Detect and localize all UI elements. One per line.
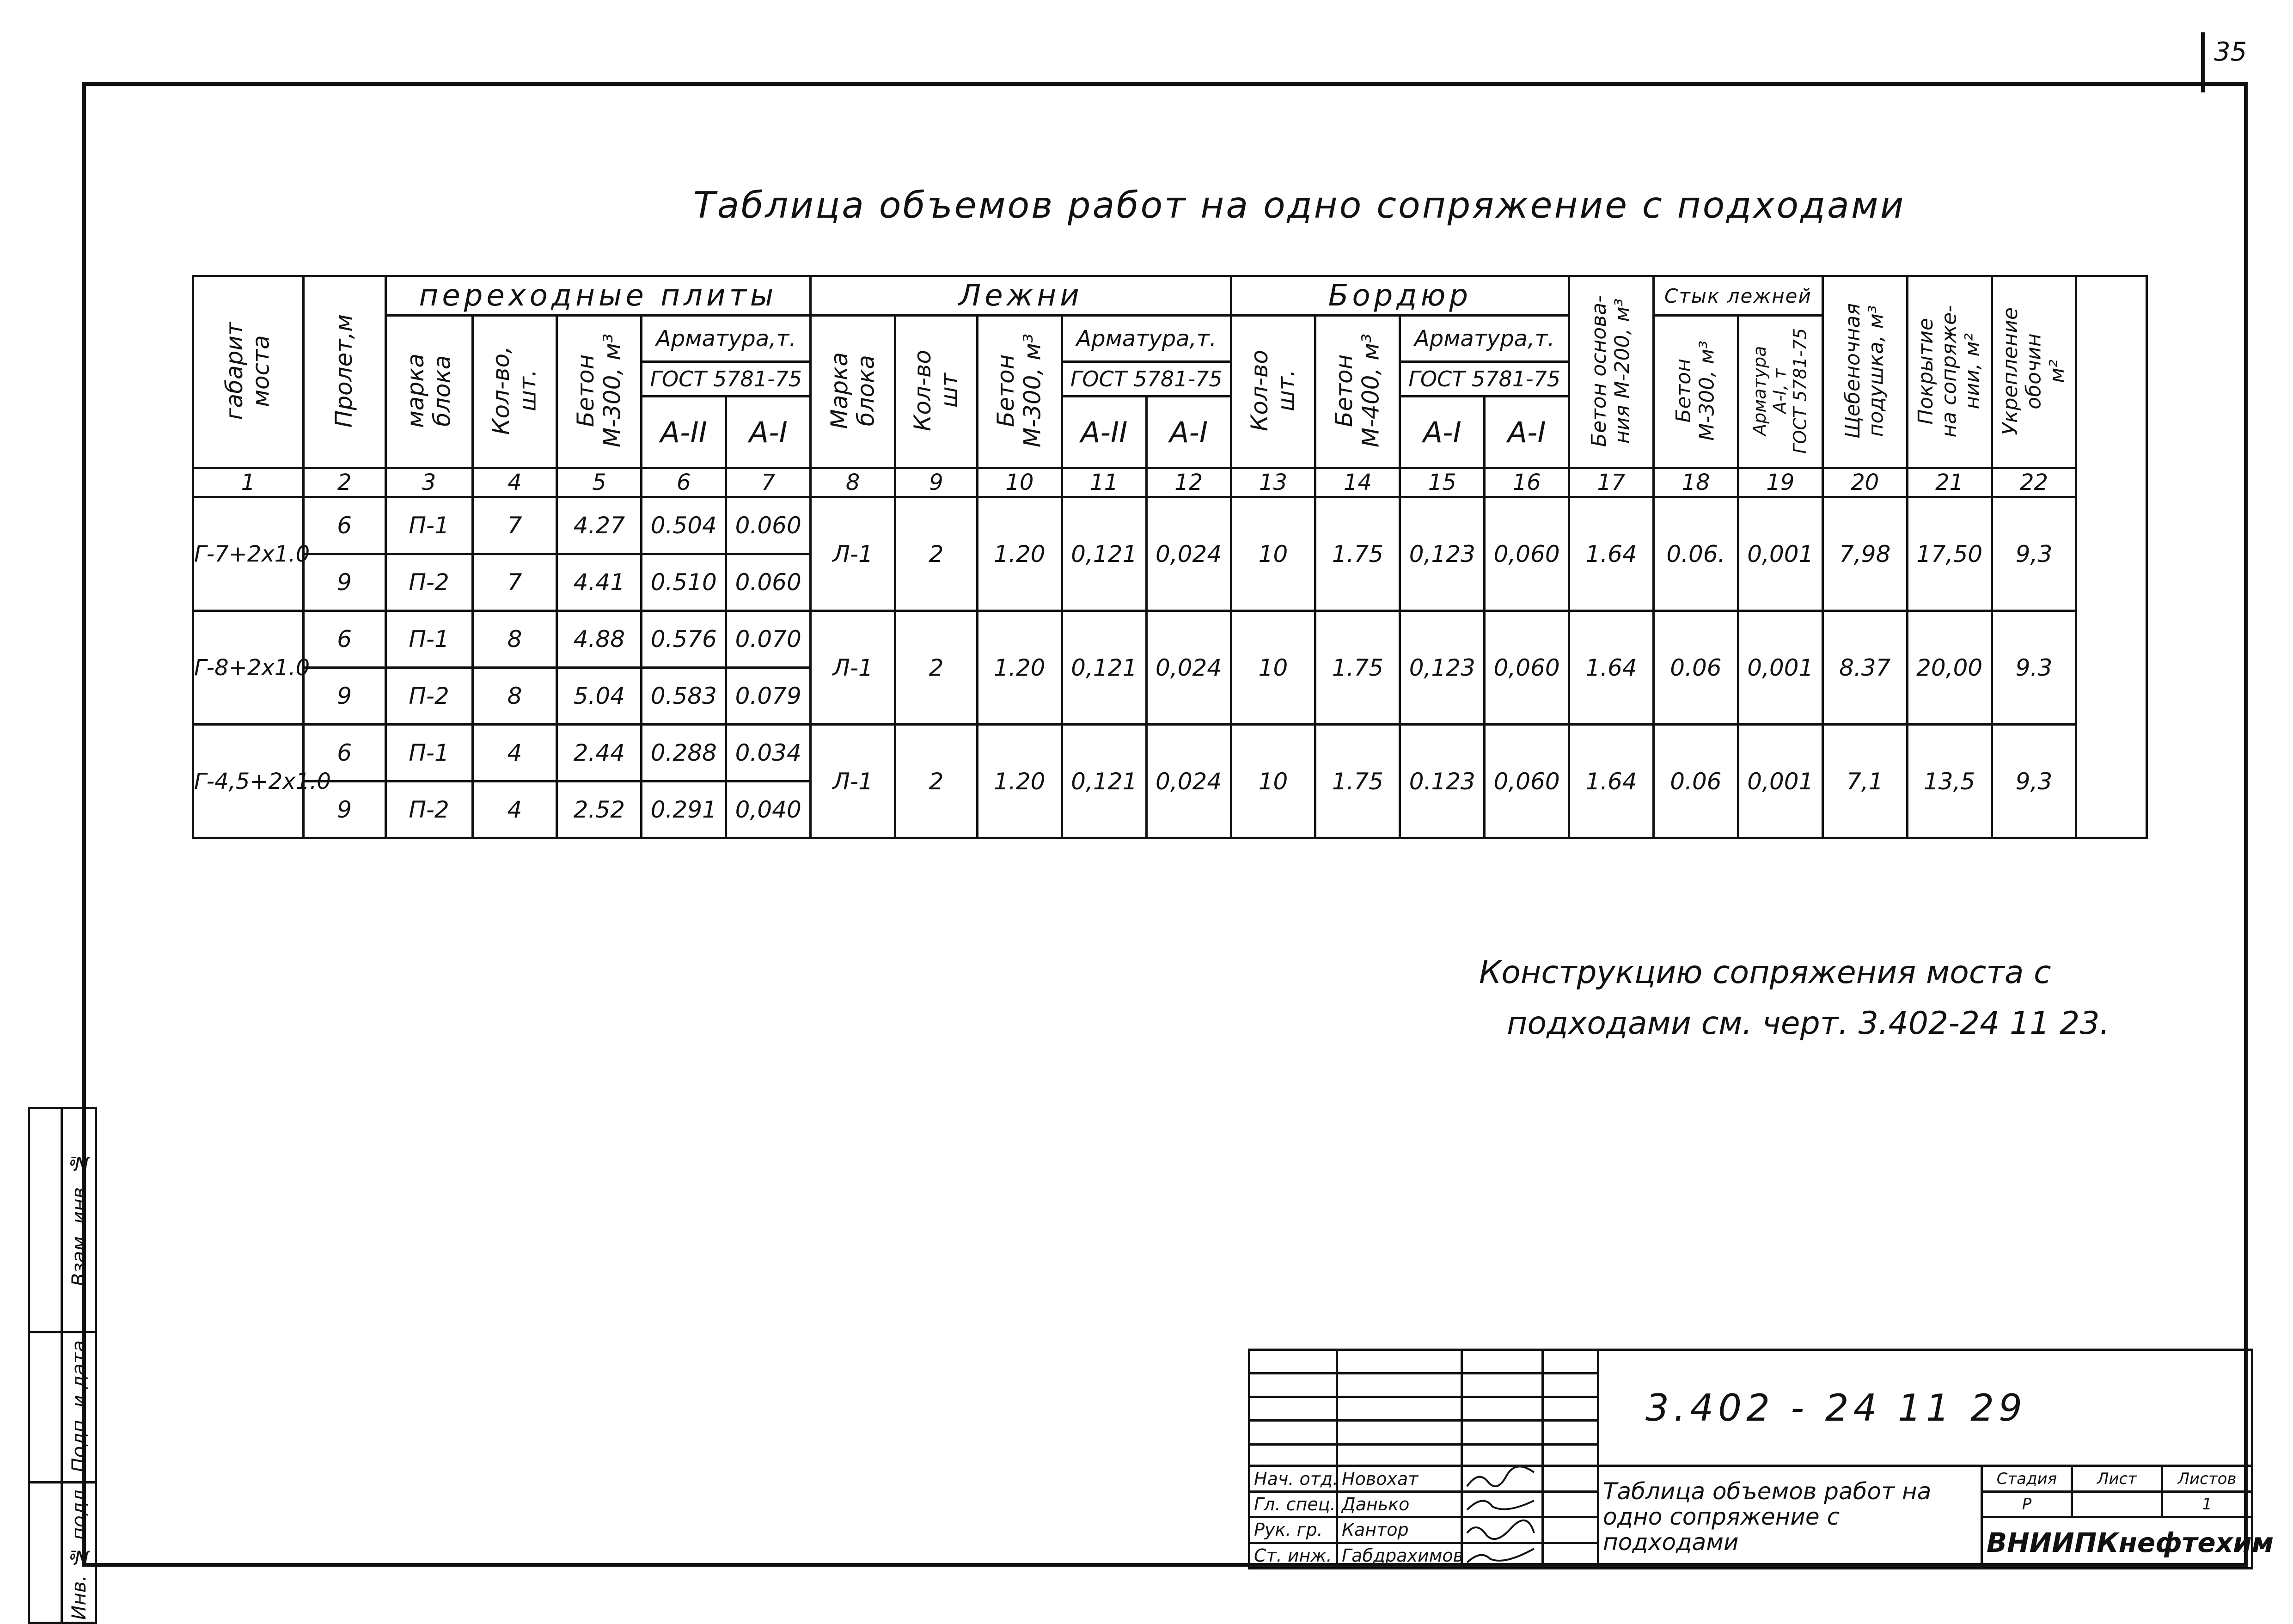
bed-concrete-cell: 1.20 — [977, 725, 1062, 838]
column-number: 4 — [472, 468, 557, 497]
role-name: Габдрахимов — [1337, 1543, 1462, 1568]
column-number: 22 — [1992, 468, 2076, 497]
bed-mark-cell: Л-1 — [811, 725, 895, 838]
col-head-gravel: Щебеночная подушка, м³ — [1822, 276, 1907, 468]
bed-a2-cell: 0,121 — [1062, 611, 1146, 725]
gravel-cell: 8.37 — [1822, 611, 1907, 725]
gabarit-cell: Г-4,5+2х1.0 — [193, 725, 304, 838]
sheet-label: Лист — [2072, 1466, 2162, 1491]
bed-qty-cell: 2 — [895, 725, 978, 838]
group-beds: Лежни — [811, 276, 1231, 316]
table-row — [193, 611, 2147, 668]
signature — [1462, 1466, 1543, 1491]
column-number: 18 — [1654, 468, 1738, 497]
note-line-2: подходами см. черт. 3.402-24 11 23. — [1507, 1005, 2110, 1042]
role-label: Нач. отд. — [1249, 1466, 1337, 1491]
group-joint: Стык лежней — [1654, 276, 1823, 316]
col-head-joint-arm: Арматура А-I, т ГОСТ 5781-75 — [1738, 316, 1822, 468]
bed-a2-cell: 0,121 — [1062, 725, 1146, 838]
document-title: Таблица объемов работ на одно сопряжение с подходами — [1598, 1466, 1982, 1569]
column-number: 8 — [811, 468, 895, 497]
column-number: 19 — [1738, 468, 1822, 497]
col-head-bed-concrete: Бетон М-300, м³ — [977, 316, 1062, 468]
group-plates: переходные плиты — [385, 276, 811, 316]
signature — [1462, 1517, 1543, 1543]
col-head-coating: Покрытие на сопряже- нии, м² — [1907, 276, 1992, 468]
title-block — [1248, 1349, 2274, 1569]
plate-mark-cell: П-1 — [385, 497, 472, 554]
column-number: 5 — [557, 468, 642, 497]
sheets-value: 1 — [2162, 1491, 2252, 1517]
document-code: 3.402 - 24 11 29 — [1598, 1350, 2252, 1466]
column-number: 7 — [726, 468, 811, 497]
span-cell: 9 — [303, 781, 385, 838]
curb-a2-cell: 0,123 — [1400, 497, 1485, 611]
construction-note — [1479, 947, 2110, 1049]
column-number: 16 — [1485, 468, 1569, 497]
col-head-plate-qty: Кол-во, шт. — [472, 316, 557, 468]
plate-qty-cell: 8 — [472, 611, 557, 668]
bed-concrete-cell: 1.20 — [977, 497, 1062, 611]
bed-a2-head: А-II — [1062, 397, 1146, 468]
curb-a1-head: А-I — [1485, 397, 1569, 468]
page-number: 35 — [2214, 37, 2247, 67]
column-number: 12 — [1146, 468, 1231, 497]
col-head-plate-mark: марка блока — [385, 316, 472, 468]
role-name: Новохат — [1337, 1466, 1462, 1491]
base-concrete-cell: 1.64 — [1569, 725, 1654, 838]
plate-gost: ГОСТ 5781-75 — [642, 362, 811, 397]
shoulder-cell: 9,3 — [1992, 497, 2076, 611]
curb-qty-cell: 10 — [1231, 611, 1315, 725]
role-label: Ст. инж. — [1249, 1543, 1337, 1568]
plate-a1-cell: 0.034 — [726, 725, 811, 781]
col-head-span: Пролет,м — [303, 276, 385, 468]
span-cell: 6 — [303, 725, 385, 781]
col-head-curb-qty: Кол-во шт. — [1231, 316, 1315, 468]
table-title: Таблица объемов работ на одно сопряжение с подходами — [693, 185, 1906, 226]
base-concrete-cell: 1.64 — [1569, 497, 1654, 611]
column-number: 10 — [977, 468, 1062, 497]
plate-concrete-cell: 4.88 — [557, 611, 642, 668]
column-number: 6 — [642, 468, 726, 497]
plate-concrete-cell: 4.27 — [557, 497, 642, 554]
plate-a2-cell: 0.510 — [642, 554, 726, 611]
column-number: 9 — [895, 468, 978, 497]
plate-concrete-cell: 5.04 — [557, 668, 642, 725]
bed-a1-head: А-I — [1146, 397, 1231, 468]
plate-concrete-cell: 2.44 — [557, 725, 642, 781]
plate-concrete-cell: 4.41 — [557, 554, 642, 611]
role-label: Гл. спец. — [1249, 1491, 1337, 1517]
role-name: Данько — [1337, 1491, 1462, 1517]
table-row — [193, 725, 2147, 781]
plate-a1-head: А-I — [726, 397, 811, 468]
plate-a2-cell: 0.291 — [642, 781, 726, 838]
signature — [1462, 1491, 1543, 1517]
stage-value: Р — [1982, 1491, 2072, 1517]
plate-a2-head: А-II — [642, 397, 726, 468]
plate-a2-cell: 0.583 — [642, 668, 726, 725]
column-number: 15 — [1400, 468, 1485, 497]
column-number-row — [193, 468, 2147, 497]
gabarit-cell: Г-8+2х1.0 — [193, 611, 304, 725]
curb-qty-cell: 10 — [1231, 497, 1315, 611]
column-number: 17 — [1569, 468, 1654, 497]
plate-a2-cell: 0.576 — [642, 611, 726, 668]
plate-a2-cell: 0.288 — [642, 725, 726, 781]
column-number: 21 — [1907, 468, 1992, 497]
plate-mark-cell: П-2 — [385, 554, 472, 611]
shoulder-cell: 9,3 — [1992, 725, 2076, 838]
joint-arm-cell: 0,001 — [1738, 611, 1822, 725]
gabarit-cell: Г-7+2х1.0 — [193, 497, 304, 611]
span-cell: 6 — [303, 611, 385, 668]
bed-a1-cell: 0,024 — [1146, 725, 1231, 838]
plate-arm-head: Арматура,т. — [642, 316, 811, 362]
column-number: 13 — [1231, 468, 1315, 497]
stamp-vzam-label: Взам. инв. № — [62, 1108, 96, 1332]
plate-a2-cell: 0.504 — [642, 497, 726, 554]
curb-gost: ГОСТ 5781-75 — [1400, 362, 1569, 397]
left-stamp — [28, 1107, 97, 1624]
plate-a1-cell: 0.060 — [726, 554, 811, 611]
bed-mark-cell: Л-1 — [811, 611, 895, 725]
plate-qty-cell: 7 — [472, 554, 557, 611]
col-head-joint-concrete: Бетон М-300, м³ — [1654, 316, 1738, 468]
col-head-plate-concrete: Бетон М-300, м³ — [557, 316, 642, 468]
joint-concrete-cell: 0.06 — [1654, 725, 1738, 838]
curb-a1-cell: 0,060 — [1485, 611, 1569, 725]
base-concrete-cell: 1.64 — [1569, 611, 1654, 725]
col-head-curb-concrete: Бетон М-400, м³ — [1315, 316, 1400, 468]
bed-arm-head: Арматура,т. — [1062, 316, 1231, 362]
col-head-base: Бетон основа- ния М-200, м³ — [1569, 276, 1654, 468]
plate-concrete-cell: 2.52 — [557, 781, 642, 838]
gravel-cell: 7,1 — [1822, 725, 1907, 838]
plate-qty-cell: 7 — [472, 497, 557, 554]
stage-label: Стадия — [1982, 1466, 2072, 1491]
shoulder-cell: 9.3 — [1992, 611, 2076, 725]
note-line-1: Конструкцию сопряжения моста с — [1479, 954, 2051, 991]
column-number: 11 — [1062, 468, 1146, 497]
plate-mark-cell: П-2 — [385, 668, 472, 725]
curb-concrete-cell: 1.75 — [1315, 497, 1400, 611]
plate-qty-cell: 4 — [472, 781, 557, 838]
gravel-cell: 7,98 — [1822, 497, 1907, 611]
joint-concrete-cell: 0.06. — [1654, 497, 1738, 611]
stamp-podp-label: Подп. и дата — [62, 1332, 96, 1483]
plate-qty-cell: 4 — [472, 725, 557, 781]
column-number: 20 — [1822, 468, 1907, 497]
bed-gost: ГОСТ 5781-75 — [1062, 362, 1231, 397]
col-head-bed-mark: Марка блока — [811, 316, 895, 468]
span-cell: 9 — [303, 668, 385, 725]
span-cell: 6 — [303, 497, 385, 554]
stamp-podp-cell — [29, 1332, 62, 1483]
work-volume-table — [192, 275, 2148, 839]
coating-cell: 13,5 — [1907, 725, 1992, 838]
col-head-bed-qty: Кол-во шт — [895, 316, 978, 468]
role-name: Кантор — [1337, 1517, 1462, 1543]
stamp-vzam-cell — [29, 1108, 62, 1332]
sheets-label: Листов — [2162, 1466, 2252, 1491]
curb-a1-cell: 0,060 — [1485, 497, 1569, 611]
plate-a1-cell: 0,040 — [726, 781, 811, 838]
column-number: 3 — [385, 468, 472, 497]
sheet-value — [2072, 1491, 2162, 1517]
group-curb: Бордюр — [1231, 276, 1569, 316]
plate-mark-cell: П-2 — [385, 781, 472, 838]
curb-concrete-cell: 1.75 — [1315, 611, 1400, 725]
bed-a2-cell: 0,121 — [1062, 497, 1146, 611]
joint-concrete-cell: 0.06 — [1654, 611, 1738, 725]
plate-mark-cell: П-1 — [385, 611, 472, 668]
joint-arm-cell: 0,001 — [1738, 725, 1822, 838]
plate-a1-cell: 0.079 — [726, 668, 811, 725]
curb-a1-cell: 0,060 — [1485, 725, 1569, 838]
bed-mark-cell: Л-1 — [811, 497, 895, 611]
plate-mark-cell: П-1 — [385, 725, 472, 781]
joint-arm-cell: 0,001 — [1738, 497, 1822, 611]
col-head-shoulder: Укрепление обочин м² — [1992, 276, 2076, 468]
coating-cell: 17,50 — [1907, 497, 1992, 611]
col-head-gabarit: габарит моста — [193, 276, 304, 468]
curb-a2-cell: 0,123 — [1400, 611, 1485, 725]
bed-a1-cell: 0,024 — [1146, 497, 1231, 611]
signature — [1462, 1543, 1543, 1568]
coating-cell: 20,00 — [1907, 611, 1992, 725]
curb-a2-head: А-I — [1400, 397, 1485, 468]
organization: ВНИИПКнефтехим — [1982, 1517, 2252, 1569]
curb-arm-head: Арматура,т. — [1400, 316, 1569, 362]
column-number: 14 — [1315, 468, 1400, 497]
stamp-inv-cell — [29, 1483, 62, 1623]
bed-concrete-cell: 1.20 — [977, 611, 1062, 725]
role-label: Рук. гр. — [1249, 1517, 1337, 1543]
span-cell: 9 — [303, 554, 385, 611]
column-number: 1 — [193, 468, 304, 497]
bed-a1-cell: 0,024 — [1146, 611, 1231, 725]
plate-a1-cell: 0.060 — [726, 497, 811, 554]
curb-a2-cell: 0.123 — [1400, 725, 1485, 838]
curb-concrete-cell: 1.75 — [1315, 725, 1400, 838]
column-number: 2 — [303, 468, 385, 497]
bed-qty-cell: 2 — [895, 611, 978, 725]
plate-a1-cell: 0.070 — [726, 611, 811, 668]
curb-qty-cell: 10 — [1231, 725, 1315, 838]
bed-qty-cell: 2 — [895, 497, 978, 611]
plate-qty-cell: 8 — [472, 668, 557, 725]
stamp-inv-label: Инв. № подл. — [62, 1483, 96, 1623]
blank-column — [2076, 276, 2147, 838]
table-row — [193, 497, 2147, 554]
